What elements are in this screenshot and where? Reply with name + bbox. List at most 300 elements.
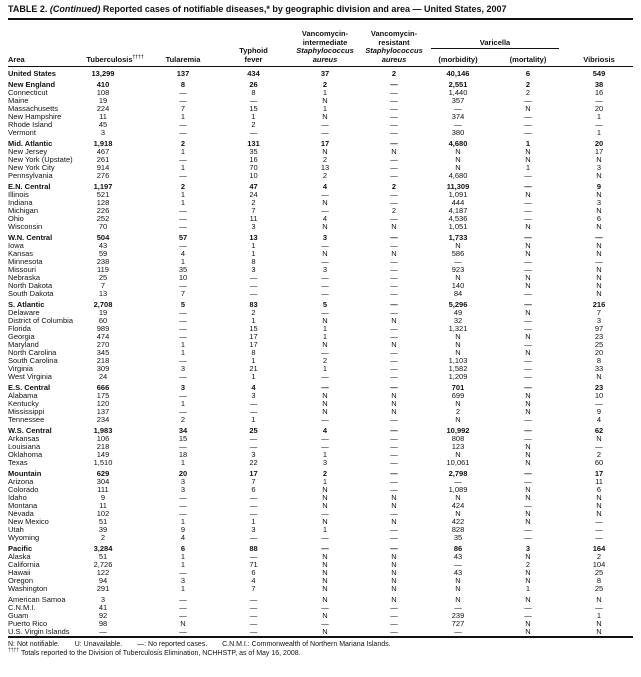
value-cell: —: [249, 619, 258, 628]
value-cell: 422: [451, 517, 465, 526]
value-cell: —: [179, 241, 187, 250]
legend-unavailable: U: Unavailable.: [74, 641, 123, 648]
value-cell: —: [454, 627, 462, 636]
value-cell: 24: [98, 372, 108, 381]
footnote-marker-daggers: ††††: [132, 54, 144, 60]
value-cell: N: [596, 619, 602, 628]
value-cell: N: [322, 399, 328, 408]
value-cell: N: [525, 517, 531, 526]
value-cell: 345: [96, 348, 110, 357]
value-cell: —: [390, 88, 398, 97]
value-cell: 467: [96, 147, 110, 156]
value-cell: 8: [596, 576, 602, 585]
value-cell: —: [390, 163, 398, 172]
value-cell: —: [595, 517, 603, 526]
value-cell: —: [179, 595, 187, 604]
area-cell: Guam: [8, 611, 29, 620]
value-cell: 504: [96, 233, 110, 242]
value-cell: 1,510: [93, 458, 113, 467]
value-cell: N: [391, 316, 397, 325]
value-cell: N: [391, 399, 397, 408]
value-cell: —: [179, 171, 187, 180]
area-cell: Washington: [8, 584, 48, 593]
value-cell: 43: [453, 552, 463, 561]
value-cell: 1: [251, 316, 256, 325]
column-header-area: Area: [8, 20, 84, 67]
value-cell: 7: [180, 289, 186, 298]
value-cell: 17: [594, 147, 604, 156]
value-cell: 5,296: [448, 300, 468, 309]
value-cell: 2: [100, 533, 106, 542]
value-cell: N: [596, 206, 602, 215]
value-cell: N: [455, 595, 461, 604]
value-cell: —: [179, 324, 187, 333]
value-cell: N: [322, 584, 328, 593]
area-cell: W.S. Central: [8, 426, 52, 435]
value-cell: 1: [251, 241, 256, 250]
value-cell: 1: [180, 198, 186, 207]
value-cell: 15: [249, 104, 258, 113]
value-cell: 3: [322, 265, 328, 274]
value-cell: 120: [96, 399, 110, 408]
value-cell: N: [391, 493, 397, 502]
area-cell: New Jersey: [8, 147, 48, 156]
value-cell: 4,680: [448, 171, 468, 180]
value-cell: 51: [98, 517, 108, 526]
value-cell: 49: [453, 308, 463, 317]
value-cell: 8: [251, 88, 256, 97]
value-cell: 2,798: [448, 469, 468, 478]
value-cell: —: [321, 434, 329, 443]
value-cell: 40,146: [446, 69, 470, 78]
value-cell: 1: [180, 560, 186, 569]
value-cell: —: [524, 182, 532, 191]
value-cell: N: [525, 407, 531, 416]
area-cell: Nevada: [8, 509, 34, 518]
value-cell: 4: [180, 249, 186, 258]
area-cell: Oregon: [8, 576, 34, 585]
value-cell: 3: [251, 450, 256, 459]
value-cell: —: [179, 96, 187, 105]
value-cell: 3: [180, 477, 186, 486]
area-cell: Wisconsin: [8, 222, 43, 231]
value-cell: N: [525, 147, 531, 156]
value-cell: N: [322, 112, 328, 121]
area-cell: Vermont: [8, 128, 36, 137]
column-header-tularemia: Tularemia: [146, 20, 220, 67]
area-cell: Arizona: [8, 477, 34, 486]
value-cell: N: [455, 332, 461, 341]
value-cell: —: [390, 332, 398, 341]
value-cell: 122: [96, 568, 110, 577]
area-cell: Georgia: [8, 332, 35, 341]
table-title: [8, 4, 633, 20]
value-cell: N: [455, 576, 461, 585]
value-cell: 2: [391, 182, 397, 191]
table-row: [8, 290, 633, 298]
value-cell: 10: [594, 391, 604, 400]
value-cell: 13: [249, 233, 258, 242]
column-header-vibriosis: Vibriosis: [565, 20, 633, 67]
value-cell: —: [179, 509, 187, 518]
value-cell: N: [322, 316, 328, 325]
value-cell: 108: [96, 88, 110, 97]
table-row: [8, 172, 633, 180]
area-cell: American Samoa: [8, 595, 66, 604]
value-cell: N: [322, 198, 328, 207]
value-cell: 17: [249, 332, 258, 341]
value-cell: N: [525, 568, 531, 577]
value-cell: 3: [180, 364, 186, 373]
value-cell: —: [390, 289, 398, 298]
value-cell: N: [455, 450, 461, 459]
value-cell: 97: [594, 324, 604, 333]
value-cell: N: [391, 147, 397, 156]
value-cell: —: [524, 233, 532, 242]
value-cell: 1: [251, 372, 256, 381]
area-cell: Idaho: [8, 493, 27, 502]
value-cell: 86: [453, 544, 463, 553]
value-cell: N: [322, 568, 328, 577]
value-cell: 102: [96, 509, 110, 518]
value-cell: N: [596, 372, 602, 381]
value-cell: —: [321, 533, 329, 542]
value-cell: —: [179, 222, 187, 231]
value-cell: 35: [453, 533, 463, 542]
area-cell: Colorado: [8, 485, 39, 494]
value-cell: 137: [96, 407, 110, 416]
value-cell: 131: [247, 139, 260, 148]
value-cell: N: [525, 576, 531, 585]
area-cell: Rhode Island: [8, 120, 53, 129]
value-cell: 1,983: [93, 426, 113, 435]
value-cell: 374: [451, 112, 465, 121]
value-cell: N: [525, 155, 531, 164]
value-cell: N: [525, 552, 531, 561]
area-cell: Kansas: [8, 249, 34, 258]
value-cell: 60: [98, 316, 108, 325]
value-cell: 666: [96, 383, 110, 392]
value-cell: 83: [249, 300, 258, 309]
value-cell: N: [455, 348, 461, 357]
value-cell: N: [596, 493, 602, 502]
value-cell: —: [99, 627, 107, 636]
value-cell: 3: [525, 544, 531, 553]
value-cell: 1: [322, 332, 328, 341]
value-cell: 7: [180, 104, 186, 113]
value-cell: —: [390, 611, 398, 620]
value-cell: —: [390, 128, 398, 137]
value-cell: 2: [322, 155, 328, 164]
value-cell: 47: [249, 182, 258, 191]
value-cell: —: [390, 198, 398, 207]
value-cell: 1: [596, 112, 602, 121]
value-cell: 23: [594, 383, 604, 392]
value-cell: 1: [596, 128, 602, 137]
value-cell: 1: [322, 525, 328, 534]
value-cell: —: [321, 603, 329, 612]
table-row: [8, 67, 633, 79]
value-cell: 6: [251, 568, 256, 577]
value-cell: —: [179, 627, 187, 636]
value-cell: N: [322, 517, 328, 526]
table-row: [8, 373, 633, 381]
value-cell: N: [391, 501, 397, 510]
value-cell: N: [596, 155, 602, 164]
value-cell: N: [455, 584, 461, 593]
value-cell: —: [390, 214, 398, 223]
area-cell: Illinois: [8, 190, 29, 199]
value-cell: —: [524, 372, 532, 381]
value-cell: N: [322, 552, 328, 561]
value-cell: 84: [453, 289, 463, 298]
area-cell: Tennessee: [8, 415, 45, 424]
value-cell: —: [390, 372, 398, 381]
column-header-varicella-morbidity: (morbidity): [425, 49, 491, 66]
value-cell: 2: [322, 80, 328, 89]
value-cell: 1,733: [448, 233, 468, 242]
value-cell: 17: [320, 139, 330, 148]
value-cell: 521: [96, 190, 110, 199]
value-cell: 10: [249, 171, 258, 180]
value-cell: —: [595, 533, 603, 542]
value-cell: 2: [180, 139, 186, 148]
value-cell: —: [524, 198, 532, 207]
value-cell: 19: [98, 308, 108, 317]
value-cell: 1,209: [448, 372, 468, 381]
value-cell: —: [321, 257, 329, 266]
value-cell: 15: [178, 434, 188, 443]
value-cell: N: [525, 348, 531, 357]
area-cell: Alaska: [8, 552, 31, 561]
value-cell: 7: [251, 206, 256, 215]
area-cell: West Virginia: [8, 372, 52, 381]
value-cell: 35: [249, 147, 258, 156]
column-header-visa: Vancomycin- intermediate Staphylococcus aureus: [287, 20, 363, 67]
value-cell: —: [524, 356, 532, 365]
value-cell: 7: [100, 281, 106, 290]
value-cell: 164: [592, 544, 606, 553]
value-cell: 2: [455, 407, 461, 416]
value-cell: 6: [525, 69, 531, 78]
value-cell: 17: [249, 340, 258, 349]
value-cell: 1: [251, 415, 256, 424]
area-cell: Texas: [8, 458, 28, 467]
value-cell: —: [321, 442, 329, 451]
value-cell: N: [525, 442, 531, 451]
value-cell: —: [249, 611, 258, 620]
value-cell: —: [390, 525, 398, 534]
table-row: [8, 628, 633, 637]
value-cell: —: [249, 442, 258, 451]
value-cell: 4,680: [448, 139, 468, 148]
area-cell: New Mexico: [8, 517, 49, 526]
value-cell: N: [322, 485, 328, 494]
area-cell: C.N.M.I.: [8, 603, 36, 612]
table-row: [8, 129, 633, 137]
value-cell: 234: [96, 415, 110, 424]
value-cell: 43: [453, 568, 463, 577]
value-cell: 1,051: [448, 222, 468, 231]
value-cell: N: [525, 332, 531, 341]
area-cell: S. Atlantic: [8, 300, 45, 309]
area-cell: Delaware: [8, 308, 40, 317]
area-cell: Florida: [8, 324, 31, 333]
value-cell: —: [595, 233, 603, 242]
value-cell: N: [391, 340, 397, 349]
area-cell: Missouri: [8, 265, 36, 274]
area-cell: Arkansas: [8, 434, 40, 443]
value-cell: —: [249, 501, 258, 510]
value-cell: —: [321, 509, 329, 518]
value-cell: 9: [596, 407, 602, 416]
table-title-text: Reported cases of notifiable diseases,* by geographic division and area — United States, 2007: [102, 4, 507, 14]
value-cell: —: [390, 80, 398, 89]
value-cell: 2,708: [93, 300, 113, 309]
value-cell: 1: [322, 88, 328, 97]
value-cell: —: [179, 407, 187, 416]
value-cell: N: [322, 407, 328, 416]
value-cell: N: [391, 391, 397, 400]
value-cell: —: [321, 273, 329, 282]
value-cell: N: [525, 249, 531, 258]
value-cell: 1: [180, 340, 186, 349]
value-cell: 149: [96, 450, 110, 459]
value-cell: N: [525, 509, 531, 518]
value-cell: 701: [451, 383, 465, 392]
value-cell: 1: [322, 324, 328, 333]
value-cell: N: [525, 241, 531, 250]
value-cell: —: [595, 399, 603, 408]
area-cell: Massachusetts: [8, 104, 59, 113]
table-number: TABLE 2.: [8, 4, 48, 14]
value-cell: 20: [594, 139, 604, 148]
value-cell: —: [249, 96, 258, 105]
value-cell: —: [524, 171, 532, 180]
table-row: [8, 459, 633, 467]
value-cell: 22: [249, 458, 258, 467]
value-cell: 70: [98, 222, 108, 231]
value-cell: 1: [180, 190, 186, 199]
area-cell: Wyoming: [8, 533, 40, 542]
value-cell: —: [595, 525, 603, 534]
value-cell: N: [322, 576, 328, 585]
value-cell: —: [179, 316, 187, 325]
value-cell: N: [525, 619, 531, 628]
value-cell: 226: [96, 206, 110, 215]
value-cell: 98: [98, 619, 108, 628]
value-cell: N: [391, 595, 397, 604]
value-cell: —: [179, 442, 187, 451]
value-cell: 20: [594, 104, 604, 113]
value-cell: —: [524, 324, 532, 333]
value-cell: 4,536: [448, 214, 468, 223]
value-cell: 1: [525, 584, 531, 593]
value-cell: N: [391, 568, 397, 577]
value-cell: —: [390, 603, 398, 612]
value-cell: N: [596, 501, 602, 510]
value-cell: N: [525, 190, 531, 199]
value-cell: 2: [251, 308, 256, 317]
area-cell: Alabama: [8, 391, 38, 400]
column-header-varicella-mortality: (mortality): [491, 49, 565, 66]
value-cell: —: [179, 356, 187, 365]
value-cell: 1: [180, 552, 186, 561]
value-cell: —: [249, 509, 258, 518]
value-cell: 13: [320, 163, 330, 172]
value-cell: —: [249, 399, 258, 408]
value-cell: —: [524, 265, 532, 274]
column-header-tuberculosis: Tuberculosis††††: [84, 20, 146, 67]
value-cell: 3,284: [93, 544, 113, 553]
value-cell: —: [179, 493, 187, 502]
value-cell: 4: [322, 426, 328, 435]
value-cell: 88: [249, 544, 258, 553]
area-cell: E.S. Central: [8, 383, 51, 392]
value-cell: —: [390, 415, 398, 424]
value-cell: N: [455, 399, 461, 408]
value-cell: 276: [96, 171, 110, 180]
value-cell: —: [249, 533, 258, 542]
table-continued-note: (Continued): [49, 4, 101, 14]
value-cell: 17: [594, 469, 604, 478]
value-cell: —: [390, 477, 398, 486]
value-cell: 1: [251, 356, 256, 365]
value-cell: —: [179, 281, 187, 290]
value-cell: 424: [451, 501, 465, 510]
value-cell: —: [390, 300, 398, 309]
value-cell: 175: [96, 391, 110, 400]
value-cell: 239: [451, 611, 465, 620]
value-cell: —: [524, 316, 532, 325]
value-cell: —: [321, 128, 329, 137]
value-cell: 59: [98, 249, 108, 258]
value-cell: N: [180, 619, 186, 628]
value-cell: 2: [180, 182, 186, 191]
value-cell: 20: [178, 469, 188, 478]
value-cell: 5: [180, 300, 186, 309]
value-cell: —: [321, 348, 329, 357]
value-cell: —: [524, 340, 532, 349]
legend-no-reported-cases: —: No reported cases.: [137, 641, 208, 648]
value-cell: 11: [595, 477, 603, 486]
value-cell: —: [321, 289, 329, 298]
value-cell: N: [525, 627, 531, 636]
value-cell: 2,726: [93, 560, 113, 569]
value-cell: 16: [594, 88, 604, 97]
value-cell: N: [525, 595, 531, 604]
area-cell: California: [8, 560, 40, 569]
value-cell: 8: [251, 348, 256, 357]
value-cell: —: [179, 603, 187, 612]
value-cell: 1,321: [448, 324, 468, 333]
value-cell: 1: [180, 399, 186, 408]
footnote-tuberculosis-text: Totals reported to the Division of Tuberculosis Elimination, NCHHSTP, as of May 16, 2008.: [20, 650, 301, 657]
value-cell: —: [390, 265, 398, 274]
value-cell: 3: [251, 525, 256, 534]
value-cell: 10: [178, 273, 188, 282]
value-cell: N: [525, 399, 531, 408]
value-cell: 3: [180, 576, 186, 585]
legend-cnmi: C.N.M.I.: Commonwealth of Northern Mariana Islands.: [222, 641, 391, 648]
value-cell: 1,091: [448, 190, 468, 199]
value-cell: 94: [98, 576, 108, 585]
value-cell: —: [249, 595, 258, 604]
area-cell: Louisiana: [8, 442, 41, 451]
value-cell: —: [321, 415, 329, 424]
value-cell: 3: [596, 163, 602, 172]
value-cell: 2: [251, 120, 256, 129]
